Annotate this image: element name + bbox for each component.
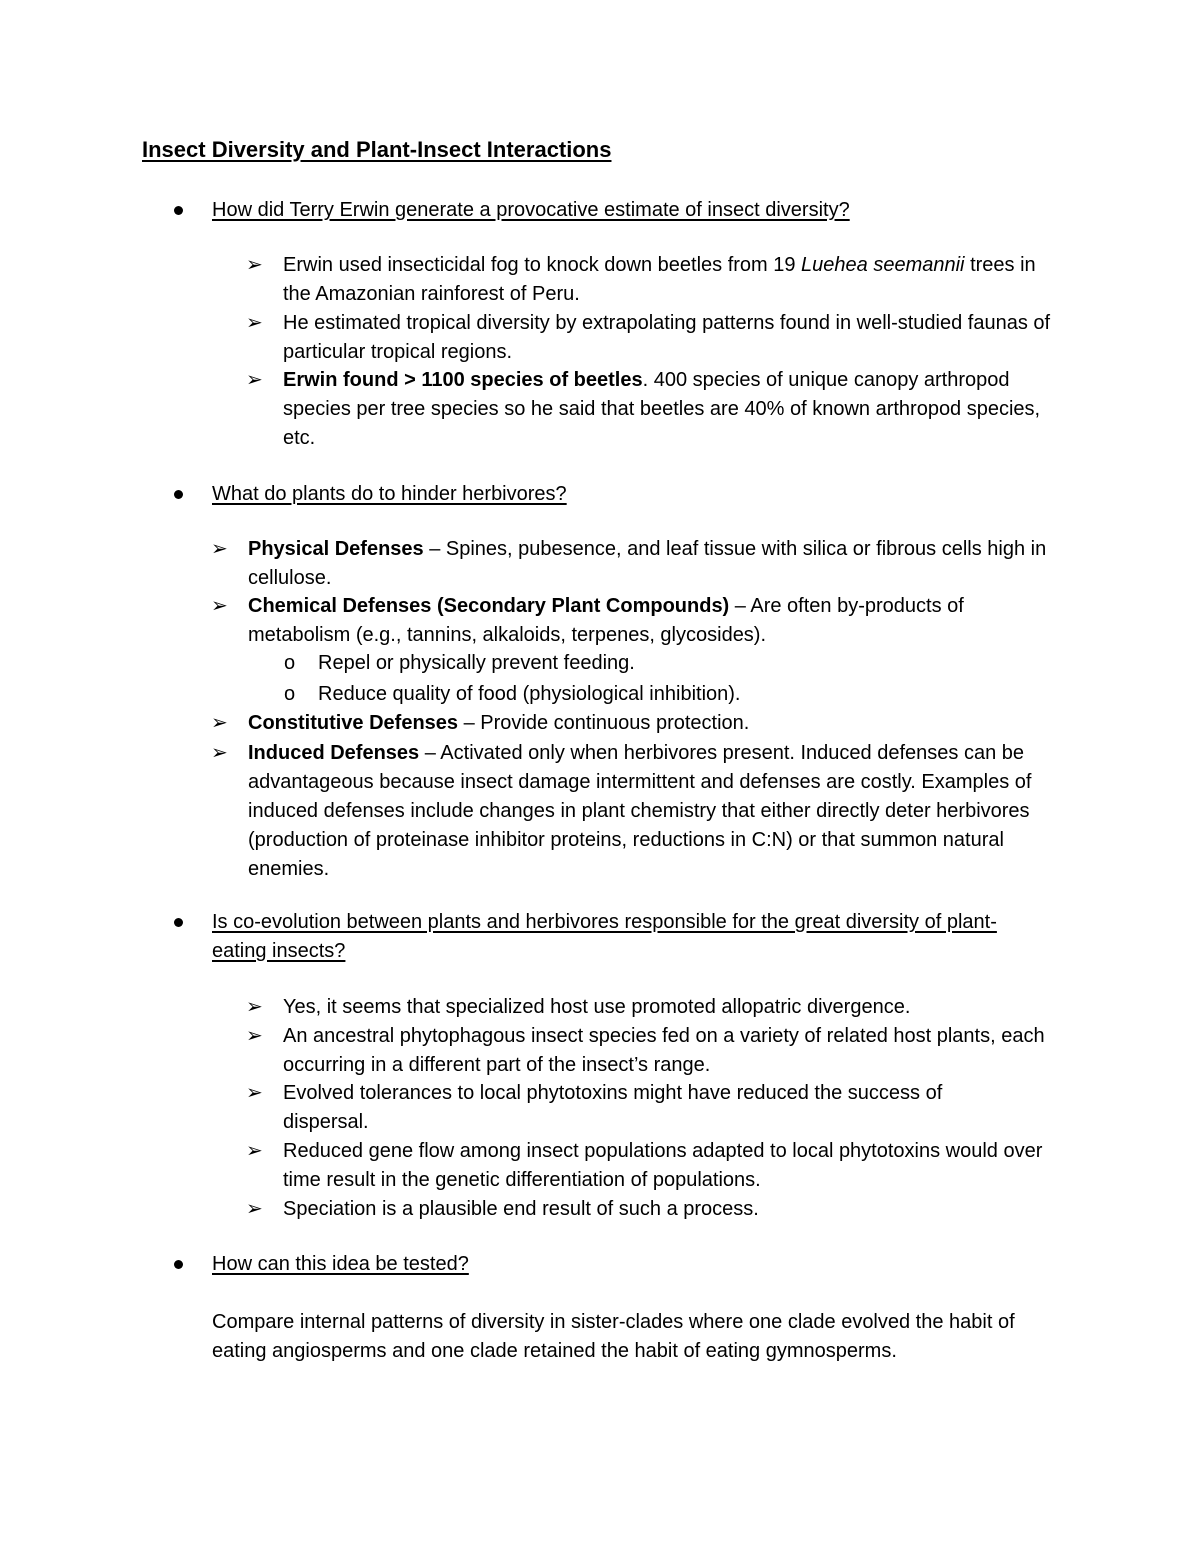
page-title: Insect Diversity and Plant-Insect Interactions [142, 137, 612, 162]
list-item: Induced Defenses – Activated only when herbivores present. Induced defenses can be advantageous because insect damage intermittent and defenses are costly. Examples of induced defenses include changes in plant chemistry that either directly deter herbivores (production of proteinase inhibitor proteins, reductions in C:N) or that summon natural enemies. [248, 742, 1032, 880]
list-item: Chemical Defenses (Secondary Plant Compounds) – Are often by-products of metabolism (e.g., tannins, alkaloids, terpenes, glycosides). [248, 595, 964, 646]
section-question: Is co-evolution between plants and herbivores responsible for the great diversity of plant-eating insects? [212, 911, 997, 962]
arrow-bullet-icon: ➢ [211, 742, 228, 764]
arrow-bullet-icon: ➢ [246, 1140, 263, 1162]
list-item: Erwin found > 1100 species of beetles. 400 species of unique canopy arthropod species per tree species so he said that beetles are 40% of known arthropod species, etc. [283, 369, 1041, 449]
list-item: Speciation is a plausible end result of such a process. [283, 1198, 759, 1220]
list-item: Erwin used insecticidal fog to knock down beetles from 19 Luehea seemannii trees in the Amazonian rainforest of Peru. [283, 254, 1036, 305]
arrow-bullet-icon: ➢ [211, 595, 228, 617]
bullet-icon [174, 206, 183, 215]
list-item: An ancestral phytophagous insect species fed on a variety of related host plants, each occurring in a different part of the insect’s range. [283, 1025, 1045, 1076]
list-item: Yes, it seems that specialized host use promoted allopatric divergence. [283, 996, 911, 1018]
sub-bullet-icon: o [284, 652, 296, 674]
bullet-icon [174, 490, 183, 499]
arrow-bullet-icon: ➢ [246, 254, 263, 276]
arrow-bullet-icon: ➢ [246, 369, 263, 391]
bullet-icon [174, 1260, 183, 1269]
section-question: What do plants do to hinder herbivores? [212, 483, 567, 505]
arrow-bullet-icon: ➢ [246, 996, 263, 1018]
arrow-bullet-icon: ➢ [246, 1198, 263, 1220]
sub-list-item: Reduce quality of food (physiological inhibition). [318, 683, 741, 705]
bullet-icon [174, 918, 183, 927]
arrow-bullet-icon: ➢ [246, 312, 263, 334]
arrow-bullet-icon: ➢ [246, 1082, 263, 1104]
arrow-bullet-icon: ➢ [246, 1025, 263, 1047]
list-item: Physical Defenses – Spines, pubesence, and leaf tissue with silica or fibrous cells high in cellulose. [248, 538, 1047, 589]
arrow-bullet-icon: ➢ [211, 538, 228, 560]
sub-bullet-icon: o [284, 683, 296, 705]
list-item: Reduced gene flow among insect populations adapted to local phytotoxins would over time result in the genetic differentiation of populations. [283, 1140, 1043, 1191]
section-question: How can this idea be tested? [212, 1253, 469, 1275]
list-item: He estimated tropical diversity by extrapolating patterns found in well-studied faunas of particular tropical regions. [283, 312, 1051, 363]
arrow-bullet-icon: ➢ [211, 712, 228, 734]
list-item: Constitutive Defenses – Provide continuous protection. [248, 712, 750, 734]
section-question: How did Terry Erwin generate a provocative estimate of insect diversity? [212, 199, 850, 221]
answer-paragraph: Compare internal patterns of diversity in sister-clades where one clade evolved the habit of eating angiosperms and one clade retained the habit of eating gymnosperms. [212, 1311, 1015, 1362]
list-item: Evolved tolerances to local phytotoxins might have reduced the success of dispersal. [283, 1082, 943, 1133]
sub-list-item: Repel or physically prevent feeding. [318, 652, 635, 674]
